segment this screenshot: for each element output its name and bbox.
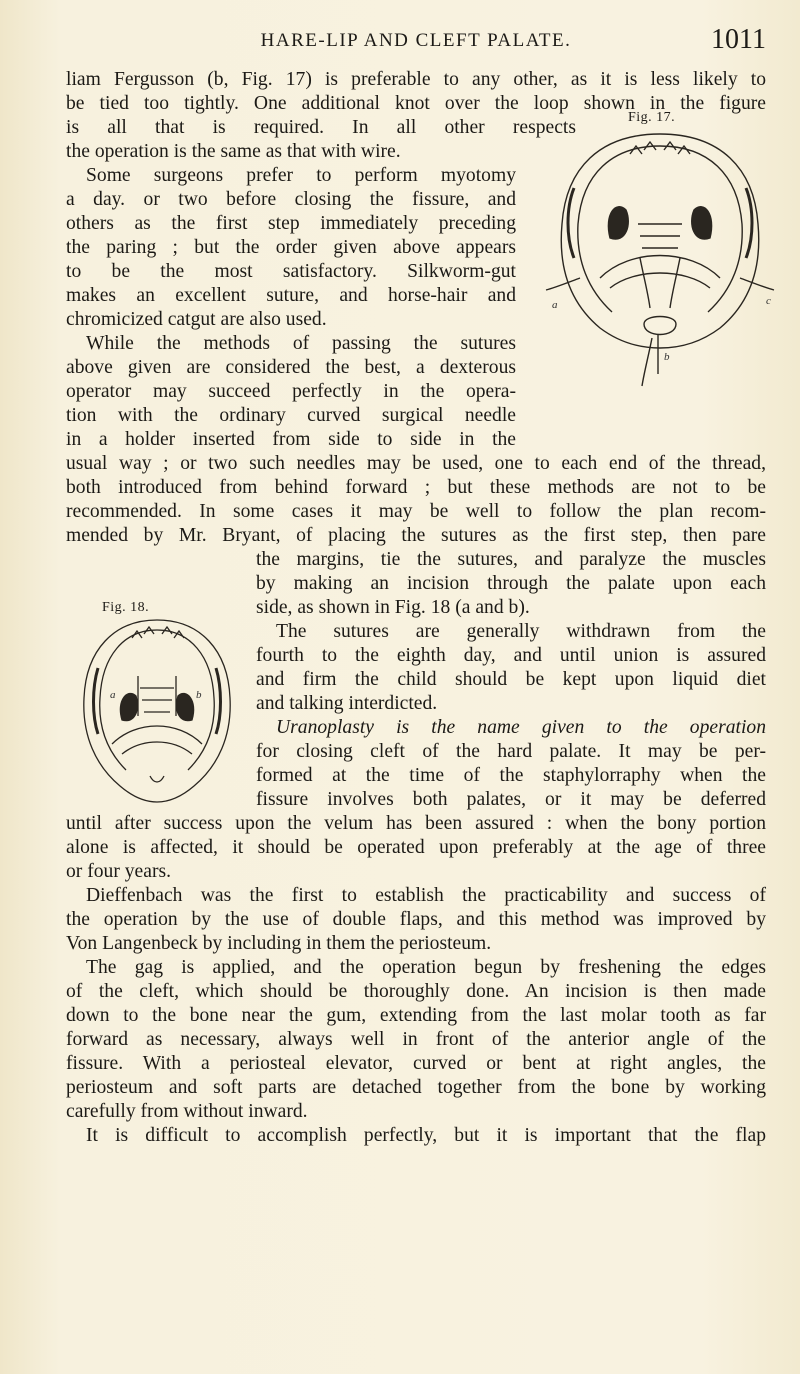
running-title: HARE-LIP AND CLEFT PALATE. [260, 30, 572, 51]
text-line: Some surgeons prefer to perform myotomy [86, 165, 516, 186]
text-line: operator may succeed perfectly in the opera- [66, 381, 516, 402]
text-line: in a holder inserted from side to side in the [66, 429, 516, 450]
text-line: The sutures are generally withdrawn from the [276, 621, 766, 642]
text-line: is all that is required. In all other respects [66, 117, 576, 138]
text-line: for closing cleft of the hard palate. It may be per- [256, 741, 766, 762]
text-line: formed at the time of the staphylorraphy when the [256, 765, 766, 786]
text-line: the operation by the use of double flaps, and this method was improved by [66, 909, 766, 930]
text-line: usual way ; or two such needles may be used, one to each end of the thread, [66, 453, 766, 474]
text-line: fissure involves both palates, or it may be deferred [256, 789, 766, 810]
fig-18-letter-a: a [110, 689, 116, 701]
text-line: the paring ; but the order given above appears [66, 237, 516, 258]
text-line: chromicized catgut are also used. [66, 309, 327, 330]
text-line: Uranoplasty is the name given to the operation [276, 717, 766, 738]
text-line: to be the most satisfactory. Silkworm-gut [66, 261, 516, 282]
text-line: and firm the child should be kept upon liquid diet [256, 669, 766, 690]
page-number: 1011 [711, 24, 766, 55]
text-line: or four years. [66, 861, 172, 882]
text-line: While the methods of passing the sutures [86, 333, 516, 354]
fig-17-letter-c: c [766, 295, 771, 307]
text-line: fissure. With a periosteal elevator, curved or bent at right angles, the [66, 1053, 766, 1074]
text-line: others as the first step immediately preceding [66, 213, 516, 234]
text-line: both introduced from behind forward ; but these methods are not to be [66, 477, 766, 498]
text-line: liam Fergusson (b, Fig. 17) is preferable to any other, as it is less likely to [66, 69, 766, 90]
text-line: The gag is applied, and the operation begun by freshening the edges [86, 957, 766, 978]
text-line: by making an incision through the palate upon each [256, 573, 766, 594]
text-line: fourth to the eighth day, and until union is assured [256, 645, 766, 666]
text-line: Von Langenbeck by including in them the periosteum. [66, 933, 492, 954]
text-line: the margins, tie the sutures, and paralyze the muscles [256, 549, 766, 570]
fig-17-letter-a: a [552, 299, 558, 311]
text-line: of the cleft, which should be thoroughly done. An incision is then made [66, 981, 766, 1002]
fig-18-letter-b: b [196, 689, 202, 701]
text-line: Dieffenbach was the first to establish the practicability and success of [86, 885, 766, 906]
text-line: tion with the ordinary curved surgical needle [66, 405, 516, 426]
text-line: and talking interdicted. [256, 693, 438, 714]
text-line: mended by Mr. Bryant, of placing the sutures as the first step, then pare [66, 525, 766, 546]
text-line: makes an excellent suture, and horse-hair and [66, 285, 516, 306]
text-line: the operation is the same as that with wire. [66, 141, 401, 162]
text-line: side, as shown in Fig. 18 (a and b). [256, 597, 530, 618]
text-line: forward as necessary, always well in front of the anterior angle of the [66, 1029, 766, 1050]
text-line: recommended. In some cases it may be well to follow the plan recom- [66, 501, 766, 522]
fig-17-label: Fig. 17. [628, 110, 676, 125]
fig-18-label: Fig. 18. [102, 600, 150, 615]
running-header [66, 24, 766, 58]
text-line: down to the bone near the gum, extending from the last molar tooth as far [66, 1005, 766, 1026]
text-line: carefully from without inward. [66, 1101, 308, 1122]
fig-18-illustration [76, 616, 238, 808]
text-line: periosteum and soft parts are detached together from the bone by working [66, 1077, 766, 1098]
fig-17-illustration [540, 128, 780, 390]
text-line: It is difficult to accomplish perfectly, but it is important that the flap [86, 1125, 766, 1146]
text-line: a day. or two before closing the fissure, and [66, 189, 516, 210]
fig-17-letter-b: b [664, 351, 670, 363]
text-line: alone is affected, it should be operated upon preferably at the age of three [66, 837, 766, 858]
text-line: until after success upon the velum has been assured : when the bony portion [66, 813, 766, 834]
text-line: above given are considered the best, a dexterous [66, 357, 516, 378]
text-line: be tied too tightly. One additional knot over the loop shown in the figure [66, 93, 766, 114]
